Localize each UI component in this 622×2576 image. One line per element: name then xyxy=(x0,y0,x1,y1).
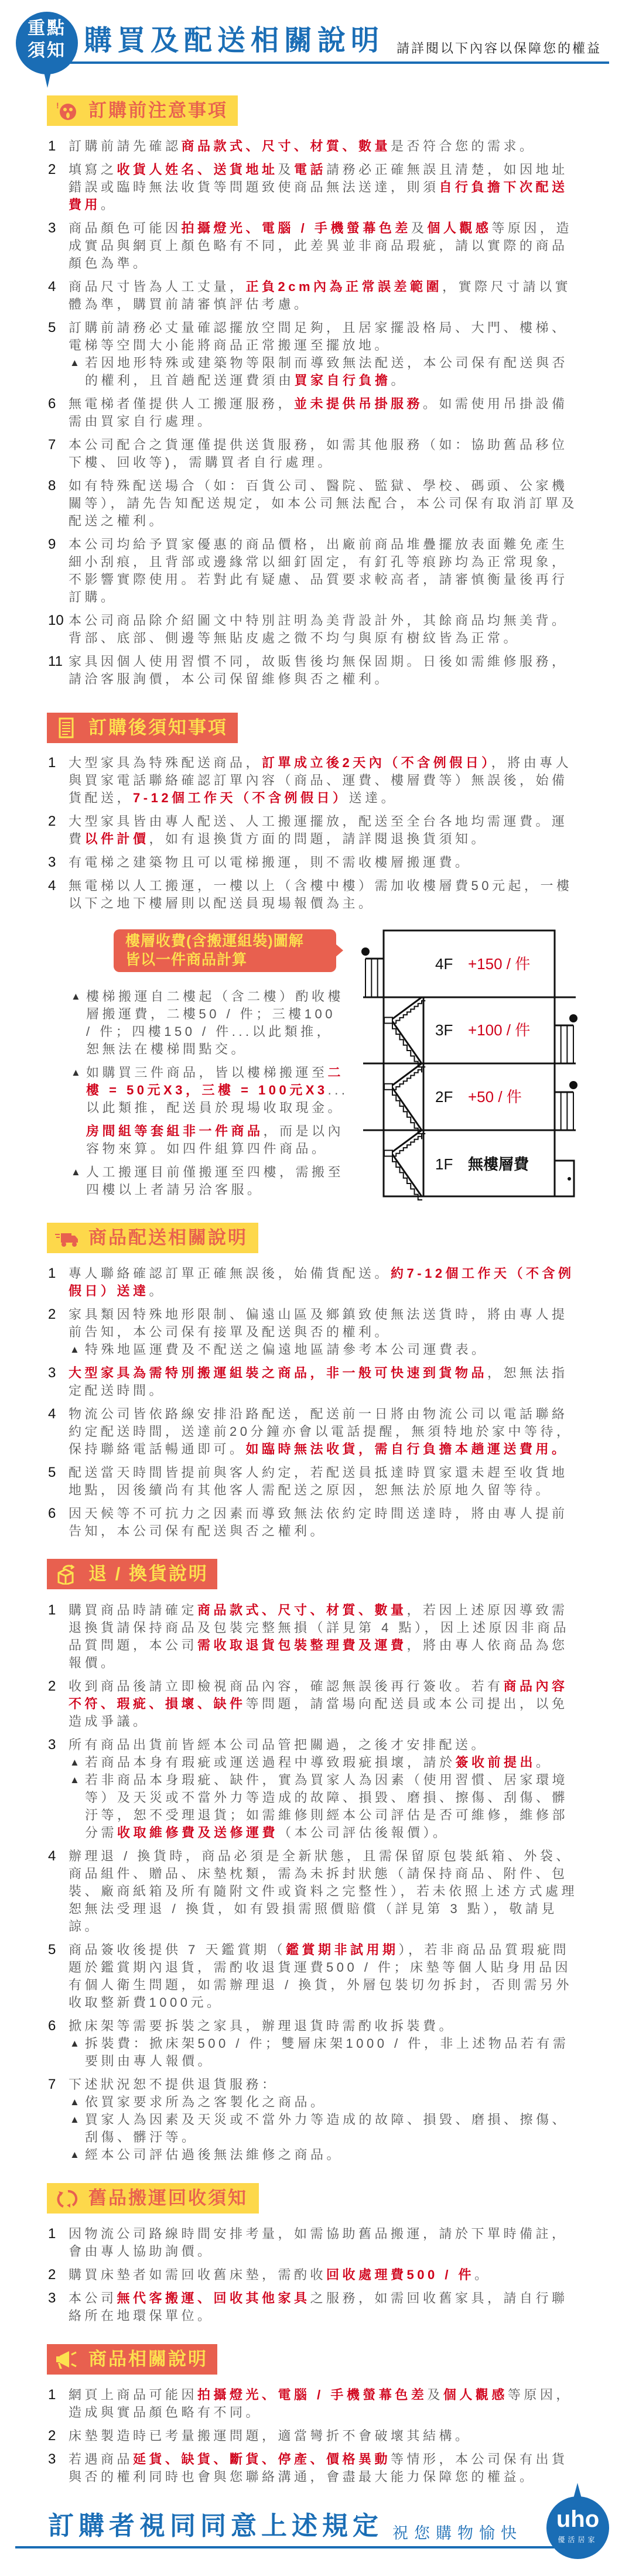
section-list xyxy=(48,1602,578,2170)
item-text xyxy=(69,2427,578,2445)
body-text: 。 xyxy=(149,1284,166,1298)
railing-post-icon xyxy=(569,1081,577,1089)
sub-note xyxy=(69,1754,578,1771)
body-text: 。如需使用吊掛設備需由買家自行處理。 xyxy=(69,396,568,429)
sub-note xyxy=(70,1164,348,1199)
body-text: 特殊地區運費及不配送之偏遠地區請參考本公司運費表。 xyxy=(85,1342,488,1357)
list-item xyxy=(48,2076,578,2164)
body-text: 收到商品後請立即檢視商品內容，確認無誤後再行簽收。若有 xyxy=(69,1679,504,1694)
body-text: 買家人為因素及天災或不當外力等造成的故障、損毀、磨損、擦傷、刮傷、髒汙等。 xyxy=(85,2112,569,2144)
section-title: 舊品搬運回收須知 xyxy=(88,2188,248,2208)
body-text: 及 xyxy=(278,162,295,177)
item-number: 6 xyxy=(48,396,56,412)
body-text: 無電梯者僅提供人工搬運服務， xyxy=(69,396,295,411)
document-icon xyxy=(55,717,78,738)
floor-label: 1F xyxy=(435,1155,453,1173)
body-text: 是否符合您的需求。 xyxy=(391,139,536,153)
section-header xyxy=(47,713,238,743)
highlight-text: 延貨、缺貨、斷貨、停產、價格異動 xyxy=(133,2452,391,2466)
section-title: 訂購後須知事項 xyxy=(88,717,228,738)
body-text: 家具類因特殊地形限制、偏遠山區及鄉鎮致使無法送貨時，將由專人提前告知，本公司保有接單及配送與否的權利。 xyxy=(69,1307,568,1339)
floor-label: 4F xyxy=(435,955,453,973)
item-number: 8 xyxy=(48,478,56,494)
page-subtitle: 請詳閱以下內容以保障您的權益 xyxy=(397,41,602,56)
body-text: 辦理退 / 換貨時，商品必須是全新狀態，且需保留原包裝紙箱、外袋、商品組件、贈品、床墊枕類，需為未拆封狀態（請保持商品、附件、包裝、廠商紙箱及所有隨附文件或資料之完整性），若未依照上述方式處理恕無法受理退 / 換貨，如有毀損需照價賠償（詳見第 3 點），敬請見諒。 xyxy=(69,1849,578,1934)
item-number: 1 xyxy=(48,755,56,771)
body-text: 掀床架等需要拆裝之家具，辦理退貨時需酌收拆裝費。 xyxy=(69,2019,456,2033)
item-text xyxy=(69,877,578,912)
stair-steps xyxy=(392,1067,425,1090)
body-text: 因物流公司路線時間安排考量，如需協助舊品搬運，請於下單時備註，會由專人協助詢價。 xyxy=(69,2226,568,2259)
footer-divider xyxy=(15,2546,554,2548)
list-item xyxy=(48,813,578,848)
section-title: 商品配送相關說明 xyxy=(88,1227,248,1248)
section-header xyxy=(47,2344,217,2375)
item-text xyxy=(69,319,578,354)
body-text: ，實際尺寸請以實體為準，購買前請審慎評估考慮。 xyxy=(69,279,572,312)
list-item xyxy=(48,436,578,471)
list-item xyxy=(48,1265,578,1300)
list-item xyxy=(48,2225,578,2260)
body-text: 配送當天時間皆提前與客人約定，若配送員抵達時買家還未趕至收貨地地點，因後續尚有其他客人需配送之原因，恕無法於原地久留等待。 xyxy=(69,1465,568,1497)
item-number: 2 xyxy=(48,162,56,177)
list-item xyxy=(48,2290,578,2325)
item-text xyxy=(69,2266,578,2284)
item-number: 1 xyxy=(48,138,56,154)
stair-steps xyxy=(392,1090,422,1140)
railing-post-icon xyxy=(569,1014,577,1022)
triangle-bullet-icon: ▲ xyxy=(70,357,80,368)
triangle-bullet-icon: ▲ xyxy=(71,991,81,1002)
body-text: 請務必正確無誤且清楚，如因地址錯誤或臨時無法收貨等問題致使商品無法送達，則須 xyxy=(69,162,568,194)
body-text: 網頁上商品可能因 xyxy=(69,2387,198,2402)
header-divider xyxy=(70,61,609,64)
floor-fee: +100 / 件 xyxy=(468,1021,531,1039)
body-text: ，而是以內容物來算。如四件組算四件商品。 xyxy=(86,1124,344,1156)
highlight-text: 並未提供吊掛服務 xyxy=(294,396,423,411)
list-item xyxy=(48,1602,578,1672)
list-item xyxy=(48,653,578,688)
item-number: 4 xyxy=(48,1406,56,1422)
item-text xyxy=(69,1602,578,1672)
item-number: 3 xyxy=(48,2451,56,2467)
body-text: 如購買三件商品，皆以樓梯搬運至 xyxy=(86,1065,328,1080)
item-number: 1 xyxy=(48,1265,56,1281)
item-text xyxy=(69,138,578,155)
list-item xyxy=(48,1364,578,1400)
body-text: 如有特殊配送場合（如：百貨公司、醫院、監獄、學校、碼頭、公家機關等），請先告知配送規定，如本公司無法配合，本公司保有取消訂單及配送之權利。 xyxy=(69,478,578,528)
list-item xyxy=(48,754,578,807)
body-text: 。 xyxy=(101,197,117,212)
list-item xyxy=(48,612,578,647)
recycle-icon xyxy=(55,2188,78,2209)
body-text: 。 xyxy=(474,2267,491,2282)
item-number: 1 xyxy=(48,1602,56,1618)
body-text: 床墊製造時已考量搬運問題，適當彎折不會破壞其結構。 xyxy=(69,2428,471,2443)
sub-note xyxy=(69,2035,578,2070)
footer-title: 訂購者視同同意上述規定 xyxy=(48,2512,383,2540)
item-number: 2 xyxy=(48,1678,56,1694)
item-text xyxy=(69,1265,578,1300)
body-text: 人工搬運目前僅搬運至四樓，需搬至四樓以上者請另洽客服。 xyxy=(86,1165,344,1197)
body-text: 下述狀況恕不提供退貨服務： xyxy=(69,2077,278,2092)
highlight-text: 自行負擔下次配送費用 xyxy=(69,180,568,212)
list-item xyxy=(48,1678,578,1730)
list-item xyxy=(48,2427,578,2445)
item-number: 5 xyxy=(48,320,56,336)
highlight-text: 商品內容不符、瑕疵、損壞、缺件 xyxy=(69,1679,568,1711)
list-item xyxy=(48,395,578,430)
list-item xyxy=(48,2266,578,2284)
body-text: 本公司 xyxy=(69,2291,117,2305)
item-text xyxy=(69,278,578,313)
body-text: 等原因，造成實品與網頁上顏色略有不同，此差異並非商品瑕疵，請以實際的商品顏色為準。 xyxy=(69,221,572,271)
body-text: 專人聯絡確認訂單正確無誤後，始備貨配送。 xyxy=(69,1266,391,1281)
item-number: 3 xyxy=(48,1737,56,1753)
body-text: 若商品本身有瑕疵或運送過程中導致瑕疵損壞，請於 xyxy=(85,1755,456,1770)
railing-post-icon xyxy=(361,947,370,956)
list-item xyxy=(48,1464,578,1499)
list-item xyxy=(48,854,578,871)
item-number: 5 xyxy=(48,1465,56,1480)
section-list xyxy=(48,754,578,918)
body-text: ，如有退換貨方面的問題，請詳閱退換貨須知。 xyxy=(149,832,488,846)
body-text: 本公司商品除介紹圖文中特別註明為美背設計外，其餘商品均無美背。背部、底部、側邊等無貼皮處之微不均勻與原有樹紋皆為正常。 xyxy=(69,613,568,645)
page-title: 購買及配送相關說明 xyxy=(84,25,385,56)
item-text xyxy=(69,2225,578,2260)
list-item xyxy=(48,2017,578,2070)
section-title: 商品相關說明 xyxy=(88,2349,208,2369)
highlight-text: 簽收前提出 xyxy=(455,1755,536,1770)
item-text xyxy=(69,1405,578,1458)
highlight-text: 房間組等套組非一件商品 xyxy=(86,1124,264,1138)
item-text xyxy=(69,1941,578,2011)
body-text: ，將由專人與買家電話聯絡確認訂單內容（商品、運費、樓層費等）無誤後，始備貨配送， xyxy=(69,755,572,805)
footer-subtitle: 祝您購物愉快 xyxy=(392,2524,522,2542)
stair-landing xyxy=(384,1150,392,1156)
list-item xyxy=(48,1941,578,2011)
sub-note xyxy=(69,1341,578,1359)
item-number: 1 xyxy=(48,2226,56,2242)
body-text: 等原因，造成與實品顏色略有不同。 xyxy=(69,2387,572,2420)
badge-line2: 須知 xyxy=(28,41,66,60)
list-item xyxy=(48,1736,578,1842)
highlight-text: 電話 xyxy=(294,162,327,177)
highlight-text: 商品款式、尺寸、材質、數量 xyxy=(181,139,391,153)
floor-fee-pill-text xyxy=(125,932,304,969)
body-text: 因天候等不可抗力之因素而導致無法依約定時間送達時，將由專人提前告知，本公司保有配送與否之權利。 xyxy=(69,1506,568,1538)
item-text xyxy=(69,477,578,530)
body-text: ，若因上述原因導致需退換貨請保持商品及包裝完整無損（詳見第 4 點），因上述原因非商品品質問題，本公司 xyxy=(69,1603,569,1653)
list-item xyxy=(48,1306,578,1359)
body-text: 及 xyxy=(411,221,428,235)
highlight-text: 鑑賞期非試用期 xyxy=(285,1942,399,1957)
highlight-text: 7-12個工作天（不含例假日） xyxy=(133,791,349,805)
body-text: ...以此類推，配送員於現場收取現金。 xyxy=(86,1083,348,1115)
floor-label: 3F xyxy=(435,1021,453,1039)
body-text: 及 xyxy=(427,2387,443,2402)
item-number: 2 xyxy=(48,2428,56,2444)
list-item xyxy=(48,161,578,214)
item-number: 10 xyxy=(48,613,64,628)
highlight-text: 個人觀感 xyxy=(443,2387,508,2402)
body-text: 訂購前請先確認 xyxy=(69,139,182,153)
item-text xyxy=(69,2017,578,2035)
item-text xyxy=(69,1464,578,1499)
sub-note xyxy=(69,2111,578,2146)
stair-steps xyxy=(392,1156,422,1200)
triangle-bullet-icon: ▲ xyxy=(70,2114,80,2125)
highlight-text: 正負2cm內為正常誤差範圍 xyxy=(245,279,443,294)
body-text: 經本公司評估過後無法維修之商品。 xyxy=(85,2147,343,2162)
item-text xyxy=(69,2290,578,2325)
highlight-text: 拍攝燈光、電腦 / 手機螢幕色差 xyxy=(197,2387,428,2402)
list-item xyxy=(48,220,578,272)
triangle-bullet-icon: ▲ xyxy=(70,1344,80,1355)
item-text xyxy=(69,612,578,647)
triangle-bullet-icon: ▲ xyxy=(71,1067,81,1078)
item-text xyxy=(69,1678,578,1730)
item-text xyxy=(69,854,578,871)
list-item xyxy=(48,536,578,606)
body-text: 填寫之 xyxy=(69,162,117,177)
body-text: 物流公司皆依路線安排沿路配送，配送前一日將由物流公司以電話聯絡約定配送時間，送達前20分鐘亦會以電話提醒，無須特地於家中等待，保持聯絡電話暢通即可。 xyxy=(69,1407,573,1456)
body-text: 訂購前請務必丈量確認擺放空間足夠，且居家擺設格局、大門、樓梯、電梯等空間大小能將商品正常搬運至擺放地。 xyxy=(69,320,568,353)
body-text: 。 xyxy=(536,1755,552,1770)
highlight-text: 收貨人姓名、送貨地址 xyxy=(117,162,278,177)
item-number: 2 xyxy=(48,813,56,829)
body-text: 有電梯之建築物且可以電梯搬運，則不需收樓層搬運費。 xyxy=(69,855,471,870)
building-floor-diagram xyxy=(351,925,586,1200)
item-text xyxy=(69,813,578,848)
sub-note xyxy=(69,354,578,389)
floor-fee: +150 / 件 xyxy=(468,955,531,973)
highlight-text: 拍攝燈光、電腦 / 手機螢幕色差 xyxy=(181,221,411,235)
door-icon xyxy=(555,1161,574,1196)
pill-line1: 樓層收費(含搬運組裝)圖解 xyxy=(125,933,304,949)
body-text: 若因地形特殊或建築物等限制而導致無法配送，本公司保有配送與否的權利，且首趟配送運費須由 xyxy=(85,355,569,388)
item-text xyxy=(69,1505,578,1540)
sub-note xyxy=(70,1064,348,1117)
item-number: 4 xyxy=(48,279,56,295)
sub-note xyxy=(70,1123,348,1158)
item-text xyxy=(69,161,578,214)
item-number: 7 xyxy=(48,437,56,453)
section-title: 退 / 換貨說明 xyxy=(88,1564,209,1584)
svg-text:!: ! xyxy=(56,101,59,110)
body-text: 若遇商品 xyxy=(69,2452,134,2466)
item-number: 7 xyxy=(48,2076,56,2092)
logo-subtext: 優活居家 xyxy=(558,2536,598,2544)
item-number: 3 xyxy=(48,220,56,236)
item-number: 9 xyxy=(48,536,56,552)
item-number: 4 xyxy=(48,1848,56,1864)
highlight-text: 大型家具為需特別搬運組裝之商品，非一般可快速到貨物品 xyxy=(69,1366,488,1380)
item-text xyxy=(69,1848,578,1935)
section-header xyxy=(47,1223,258,1253)
body-text: （本公司評估後報價）。 xyxy=(278,1825,449,1840)
section-list xyxy=(48,1265,578,1546)
body-text: 本公司配合之貨運僅提供送貨服務，如需其他服務（如：協助舊品移位下樓、回收等)，需購買者自行處理。 xyxy=(69,437,568,470)
badge-line1: 重點 xyxy=(28,19,66,38)
triangle-bullet-icon: ▲ xyxy=(70,1774,80,1785)
item-text xyxy=(69,395,578,430)
return-box-icon xyxy=(55,1564,78,1585)
item-number: 4 xyxy=(48,878,56,894)
body-text: 本公司均給予買家優惠的商品價格，出廠前商品堆疊擺放表面難免產生細小刮痕，且背部或邊緣常以細釘固定，有釘孔等痕跡均為正常現象，不影響實際使用。若對此有疑慮、品質要求較高者，請審慎衡量後再行訂購。 xyxy=(69,537,568,604)
section-list xyxy=(48,2225,578,2331)
body-text: 無電梯以人工搬運，一樓以上（含樓中樓）需加收樓層費50元起，一樓以下之地下樓層則以配送員現場報價為主。 xyxy=(69,878,573,911)
body-text: 等情形，本公司保有出貨與否的權利同時也會與您聯絡溝通，會盡最大能力保障您的權益。 xyxy=(69,2452,568,2484)
highlight-text: 收取維修費及送修運費 xyxy=(117,1825,279,1840)
body-text: 大型家具皆由專人配送、人工搬運擺放，配送至全台各地均需運費。運費 xyxy=(69,814,568,846)
item-number: 5 xyxy=(48,1942,56,1958)
stair-landing xyxy=(384,1084,392,1090)
highlight-text: 回收處理費500 / 件 xyxy=(326,2267,475,2282)
body-text: 大型家具為特殊配送商品， xyxy=(69,755,262,770)
highlight-text: 訂單成立後2天內（不含例假日） xyxy=(262,755,491,770)
list-item xyxy=(48,477,578,530)
body-text: 依買家要求所為之客製化之商品。 xyxy=(85,2095,327,2109)
body-text: 拆裝費：掀床架500 / 件；雙層床架1000 / 件，非上述物品若有需要則由專人報價。 xyxy=(85,2036,569,2068)
item-number: 3 xyxy=(48,1365,56,1381)
body-text: 若非商品本身瑕疵、缺件，實為買家人為因素（使用習慣、居家環境等）及天災或不當外力等造成的故障、損毀、磨損、擦傷、刮傷、髒汙等，恕不受理退貨；如需維修則經本公司評估是否可維修，維修部分需 xyxy=(85,1773,569,1840)
body-text: 所有商品出貨前皆經本公司品管把關過，之後才安排配送。 xyxy=(69,1737,488,1752)
item-text xyxy=(69,2451,578,2486)
highlight-text: 如臨時無法收貨，需自行負擔本趟運送費用。 xyxy=(245,1442,568,1456)
highlight-text: 商品款式、尺寸、材質、數量 xyxy=(197,1603,407,1617)
section-list xyxy=(48,138,578,694)
item-text xyxy=(69,1306,578,1341)
pill-line2: 皆以一件商品計算 xyxy=(125,952,248,968)
notice-badge xyxy=(16,18,78,62)
section-header xyxy=(47,95,238,126)
highlight-text: 約7-12個工作天（不含例假日）送達 xyxy=(69,1266,575,1298)
body-text: 商品顏色可能因 xyxy=(69,221,182,235)
body-text: 購買床墊者如需回收舊床墊，需酌收 xyxy=(69,2267,327,2282)
body-text: 樓梯搬運自二樓起（含二樓）酌收樓層搬運費，二樓50 / 件；三樓100 / 件；四樓150 / 件...以此類推，恕無法在樓梯間點交。 xyxy=(86,989,344,1056)
floor-fee: +50 / 件 xyxy=(468,1088,522,1106)
pill-arrow xyxy=(335,943,343,957)
list-item xyxy=(48,2386,578,2421)
list-item xyxy=(48,278,578,313)
list-item xyxy=(48,877,578,912)
item-number: 2 xyxy=(48,1306,56,1322)
body-text: ），若非商品品質瑕疵問題於鑑賞期內退貨，需酌收退貨運費500 / 件；床墊等個人貼身用品因有個人衛生問題，如需辦理退 / 換貨，外層包裝切勿拆封，否則需另外收取整新費1000元。 xyxy=(69,1942,572,2010)
sub-note xyxy=(69,1771,578,1842)
stair-steps xyxy=(392,1134,425,1156)
triangle-bullet-icon: ▲ xyxy=(70,2149,80,2160)
door-knob xyxy=(568,1177,571,1181)
section-header xyxy=(47,2183,259,2214)
item-text xyxy=(69,536,578,606)
item-text xyxy=(69,754,578,807)
highlight-text: 二樓 = 50元X3，三樓 = 100元X3 xyxy=(86,1065,344,1097)
body-text: 商品尺寸皆為人工丈量， xyxy=(69,279,246,294)
list-item xyxy=(48,319,578,389)
highlight-text: 需收取退貨包裝整理費及運費 xyxy=(197,1638,407,1653)
body-text: 購買商品時請確定 xyxy=(69,1603,198,1617)
item-number: 3 xyxy=(48,854,56,870)
floor-fee-notes xyxy=(70,988,348,1205)
item-text xyxy=(69,2076,578,2093)
stair-steps xyxy=(392,1001,425,1023)
highlight-text: 無代客搬運、回收其他家具 xyxy=(117,2291,310,2305)
list-item xyxy=(48,1848,578,1935)
body-text: ，將由專人依商品為您報價。 xyxy=(69,1638,568,1670)
list-item xyxy=(48,1505,578,1540)
megaphone-icon xyxy=(55,2349,78,2370)
body-text: 。 xyxy=(391,373,408,388)
body-text: 等問題，請當場向配送員或本公司提出，以免造成爭議。 xyxy=(69,1696,568,1729)
highlight-text: 買家自行負擔 xyxy=(294,373,391,388)
list-item xyxy=(48,1405,578,1458)
triangle-bullet-icon: ▲ xyxy=(70,2096,80,2108)
item-text xyxy=(69,220,578,272)
body-text: ，恕無法指定配送時間。 xyxy=(69,1366,568,1398)
truck-icon xyxy=(55,1227,78,1248)
body-text: 送達。 xyxy=(348,791,398,805)
item-number: 11 xyxy=(48,654,63,669)
list-item xyxy=(48,2451,578,2486)
item-number: 6 xyxy=(48,1506,56,1521)
highlight-text: 以件計價 xyxy=(84,832,149,846)
item-text xyxy=(69,436,578,471)
item-text xyxy=(69,2386,578,2421)
alert-face-icon xyxy=(55,100,78,121)
body-text: 家具因個人使用習慣不同，故販售後均無保固期。日後如需維修服務，請洽客服詢價，本公司保留維修與否之權利。 xyxy=(69,654,568,686)
sub-note xyxy=(69,2146,578,2164)
item-number: 1 xyxy=(48,2387,56,2403)
section-list xyxy=(48,2386,578,2492)
item-number: 3 xyxy=(48,2290,56,2306)
floor-label: 2F xyxy=(435,1088,453,1106)
item-text xyxy=(69,653,578,688)
item-text xyxy=(69,1364,578,1400)
uho-logo: uho xyxy=(556,2506,600,2532)
section-header xyxy=(47,1559,217,1589)
triangle-bullet-icon: ▲ xyxy=(70,1757,80,1768)
body-text: 商品簽收後提供 7 天鑑賞期（ xyxy=(69,1942,286,1957)
triangle-bullet-icon: ▲ xyxy=(70,2038,80,2049)
sub-note xyxy=(69,2093,578,2111)
item-number: 6 xyxy=(48,2018,56,2034)
sub-note xyxy=(70,988,348,1058)
list-item xyxy=(48,138,578,155)
section-title: 訂購前注意事項 xyxy=(88,100,228,121)
body-text: 之服務，如需回收舊家具，請自行聯絡所在地環保單位。 xyxy=(69,2291,568,2323)
highlight-text: 個人觀感 xyxy=(427,221,492,235)
stair-steps xyxy=(392,1023,422,1072)
floor-fee: 無樓層費 xyxy=(468,1155,529,1173)
triangle-bullet-icon: ▲ xyxy=(71,1166,81,1178)
item-text xyxy=(69,1736,578,1754)
stair-landing xyxy=(384,1017,392,1023)
item-number: 2 xyxy=(48,2267,56,2283)
